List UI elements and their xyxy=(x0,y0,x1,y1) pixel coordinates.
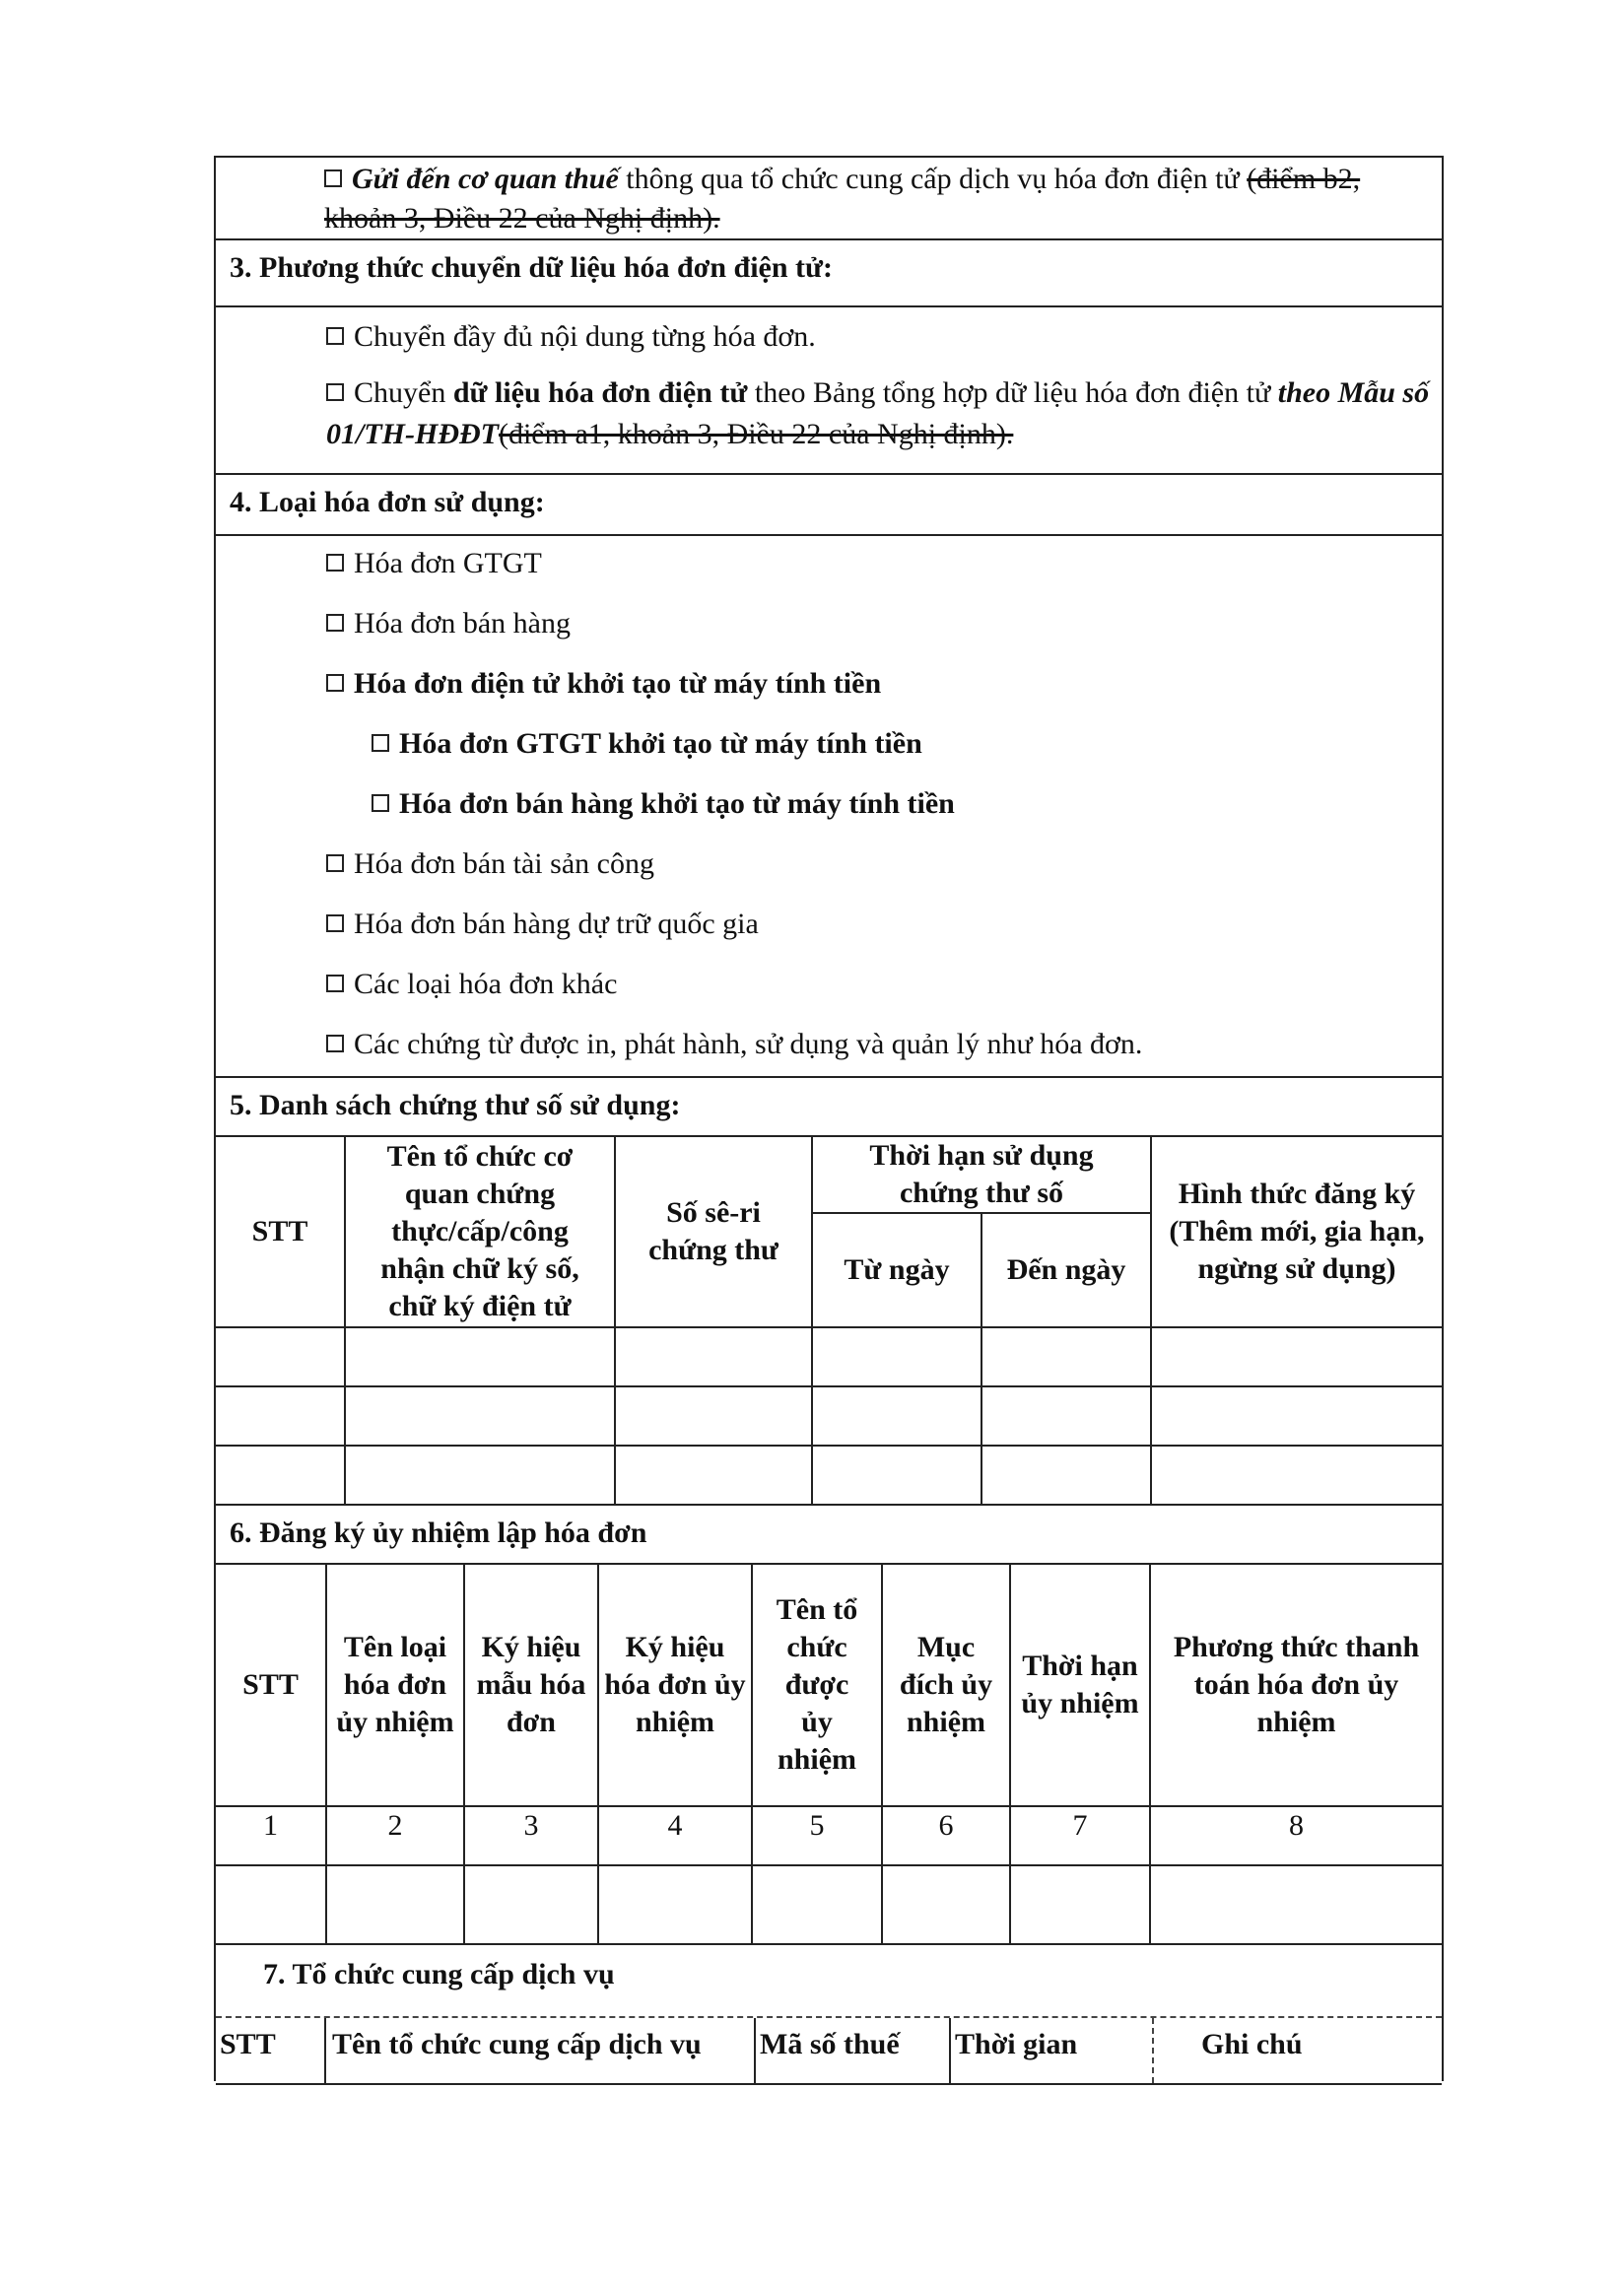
cell[interactable] xyxy=(464,1865,598,1944)
section5-header xyxy=(214,1078,1444,1137)
column-number: 3 xyxy=(464,1806,598,1865)
option-text: thông qua tổ chức cung cấp dịch vụ hóa đơn điện tử xyxy=(618,163,1248,195)
cell[interactable] xyxy=(981,1386,1151,1446)
invoice-type-subitem xyxy=(326,782,1432,843)
cell[interactable] xyxy=(1150,1865,1443,1944)
table-row xyxy=(215,1446,1443,1505)
section4-header xyxy=(214,475,1444,536)
header-purpose: Mục đích ủy nhiệm xyxy=(882,1564,1010,1806)
column-number: 7 xyxy=(1010,1806,1150,1865)
checkbox-icon[interactable] xyxy=(326,614,344,632)
cell[interactable] xyxy=(615,1327,812,1386)
cell[interactable] xyxy=(752,1865,882,1944)
header-registration-form: Hình thức đăng ký (Thêm mới, gia hạn, ngừng sử dụng) xyxy=(1151,1136,1443,1327)
column-divider xyxy=(949,2018,951,2083)
column-divider xyxy=(754,2018,756,2083)
struck-reference: (điểm b2, khoản 3, Điều 22 của Nghị định). xyxy=(324,163,1361,235)
header-delegated-org: Tên tổ chức được ủy nhiệm xyxy=(752,1564,882,1806)
column-number: 2 xyxy=(326,1806,464,1865)
invoice-type-item xyxy=(326,542,1432,602)
column-number: 1 xyxy=(215,1806,326,1865)
option-emphasis: Gửi đến cơ quan thuế xyxy=(352,163,619,195)
cell[interactable] xyxy=(615,1446,812,1505)
header-payment-method: Phương thức thanh toán hóa đơn ủy nhiệm xyxy=(1150,1564,1443,1806)
cell[interactable] xyxy=(812,1386,981,1446)
item-label: Hóa đơn bán tài sản công xyxy=(354,847,654,880)
cell[interactable] xyxy=(882,1865,1010,1944)
provider-header-row xyxy=(216,2016,1442,2085)
checkbox-icon[interactable] xyxy=(326,554,344,572)
header-note: Ghi chú xyxy=(1201,2028,1303,2060)
header-time: Thời gian xyxy=(955,2028,1078,2060)
table-row xyxy=(215,1386,1443,1446)
header-template-symbol: Ký hiệu mẫu hóa đơn xyxy=(464,1564,598,1806)
section3-title: 3. Phương thức chuyển dữ liệu hóa đơn điện tử: xyxy=(230,251,834,284)
checkbox-icon[interactable] xyxy=(326,674,344,692)
section6-title: 6. Đăng ký ủy nhiệm lập hóa đơn xyxy=(230,1517,647,1549)
item-label: Hóa đơn bán hàng dự trữ quốc gia xyxy=(354,908,759,940)
cell[interactable] xyxy=(326,1865,464,1944)
invoice-type-item xyxy=(326,963,1432,1023)
invoice-type-item xyxy=(326,662,1432,722)
header-tax-code: Mã số thuế xyxy=(760,2028,900,2060)
section4-title: 4. Loại hóa đơn sử dụng: xyxy=(230,486,545,518)
item-label: Hóa đơn bán hàng khởi tạo từ máy tính tiền xyxy=(399,787,955,820)
checkbox-icon[interactable] xyxy=(326,914,344,932)
header-stt: STT xyxy=(215,1136,345,1327)
header-to-date: Đến ngày xyxy=(981,1213,1151,1327)
checkbox-icon[interactable] xyxy=(324,169,342,187)
option-text: theo Bảng tổng hợp dữ liệu hóa đơn điện tử xyxy=(747,376,1278,409)
table-row xyxy=(215,1327,1443,1386)
cell[interactable] xyxy=(615,1386,812,1446)
checkbox-icon[interactable] xyxy=(326,1035,344,1052)
header-invoice-symbol: Ký hiệu hóa đơn ủy nhiệm xyxy=(598,1564,752,1806)
section2-tail-row xyxy=(214,156,1444,240)
section4-body xyxy=(214,536,1444,1078)
option-emphasis: dữ liệu hóa đơn điện tử xyxy=(452,376,748,409)
column-number: 8 xyxy=(1150,1806,1443,1865)
checkbox-icon[interactable] xyxy=(372,794,389,812)
section5-title: 5. Danh sách chứng thư số sử dụng: xyxy=(230,1089,681,1121)
item-label: Hóa đơn điện tử khởi tạo từ máy tính tiền xyxy=(354,667,882,700)
cell[interactable] xyxy=(1151,1446,1443,1505)
header-from-date: Từ ngày xyxy=(812,1213,981,1327)
transfer-full-option xyxy=(326,315,1432,359)
header-invoice-type: Tên loại hóa đơn ủy nhiệm xyxy=(326,1564,464,1806)
header-delegation-period: Thời hạn ủy nhiệm xyxy=(1010,1564,1150,1806)
option-label: Chuyển đầy đủ nội dung từng hóa đơn. xyxy=(354,320,816,353)
cell[interactable] xyxy=(215,1386,345,1446)
section7-title: 7. Tổ chức cung cấp dịch vụ xyxy=(263,1958,615,1990)
item-label: Hóa đơn GTGT khởi tạo từ máy tính tiền xyxy=(399,727,922,760)
section3-header xyxy=(214,240,1444,307)
cell[interactable] xyxy=(215,1446,345,1505)
certificate-table-wrap xyxy=(214,1135,1444,1506)
checkbox-icon[interactable] xyxy=(326,327,344,345)
cell[interactable] xyxy=(812,1446,981,1505)
form-number: theo Mẫu số 01/TH-HĐĐT xyxy=(326,376,1430,450)
send-to-tax-option xyxy=(324,158,1432,238)
column-divider xyxy=(1152,2018,1154,2083)
header-stt: STT xyxy=(220,2028,276,2060)
certificate-table xyxy=(214,1135,1444,1506)
cell[interactable] xyxy=(981,1446,1151,1505)
cell[interactable] xyxy=(215,1865,326,1944)
cell[interactable] xyxy=(215,1327,345,1386)
checkbox-icon[interactable] xyxy=(326,975,344,992)
cell[interactable] xyxy=(345,1446,615,1505)
item-label: Hóa đơn GTGT xyxy=(354,547,542,579)
cell[interactable] xyxy=(981,1327,1151,1386)
option-text: Chuyển xyxy=(354,376,453,409)
checkbox-icon[interactable] xyxy=(326,383,344,401)
header-validity: Thời hạn sử dụng chứng thư số xyxy=(812,1136,1151,1213)
column-divider xyxy=(324,2018,326,2083)
checkbox-icon[interactable] xyxy=(326,854,344,872)
invoice-type-item xyxy=(326,903,1432,963)
column-number: 4 xyxy=(598,1806,752,1865)
cell[interactable] xyxy=(1010,1865,1150,1944)
cell[interactable] xyxy=(1151,1327,1443,1386)
struck-reference: (điểm a1, khoản 3, Điều 22 của Nghị định). xyxy=(498,418,1014,450)
checkbox-icon[interactable] xyxy=(372,734,389,752)
item-label: Các loại hóa đơn khác xyxy=(354,968,618,1000)
invoice-type-item xyxy=(326,602,1432,662)
cell[interactable] xyxy=(345,1386,615,1446)
delegation-table-wrap xyxy=(214,1563,1444,1945)
header-organization: Tên tổ chức cơ quan chứng thực/cấp/công nhận chữ ký số, chữ ký điện tử xyxy=(345,1136,615,1327)
cell[interactable] xyxy=(345,1327,615,1386)
delegation-table xyxy=(214,1563,1444,1945)
invoice-type-item xyxy=(326,1023,1432,1083)
section7 xyxy=(214,1945,1444,2081)
invoice-type-subitem xyxy=(326,722,1432,782)
invoice-type-item xyxy=(326,843,1432,903)
section3-body xyxy=(214,307,1444,475)
cell[interactable] xyxy=(598,1865,752,1944)
column-number: 5 xyxy=(752,1806,882,1865)
table-row xyxy=(215,1865,1443,1944)
item-label: Các chứng từ được in, phát hành, sử dụng và quản lý như hóa đơn. xyxy=(354,1028,1143,1060)
transfer-summary-option xyxy=(326,372,1432,455)
item-label: Hóa đơn bán hàng xyxy=(354,607,571,640)
header-provider-name: Tên tổ chức cung cấp dịch vụ xyxy=(332,2028,702,2060)
cell[interactable] xyxy=(812,1327,981,1386)
cell[interactable] xyxy=(1151,1386,1443,1446)
header-serial: Số sê-ri chứng thư xyxy=(615,1136,812,1327)
header-stt: STT xyxy=(215,1564,326,1806)
column-number-row xyxy=(215,1806,1443,1865)
section6-header xyxy=(214,1506,1444,1565)
form-document xyxy=(214,156,1444,2081)
column-number: 6 xyxy=(882,1806,1010,1865)
